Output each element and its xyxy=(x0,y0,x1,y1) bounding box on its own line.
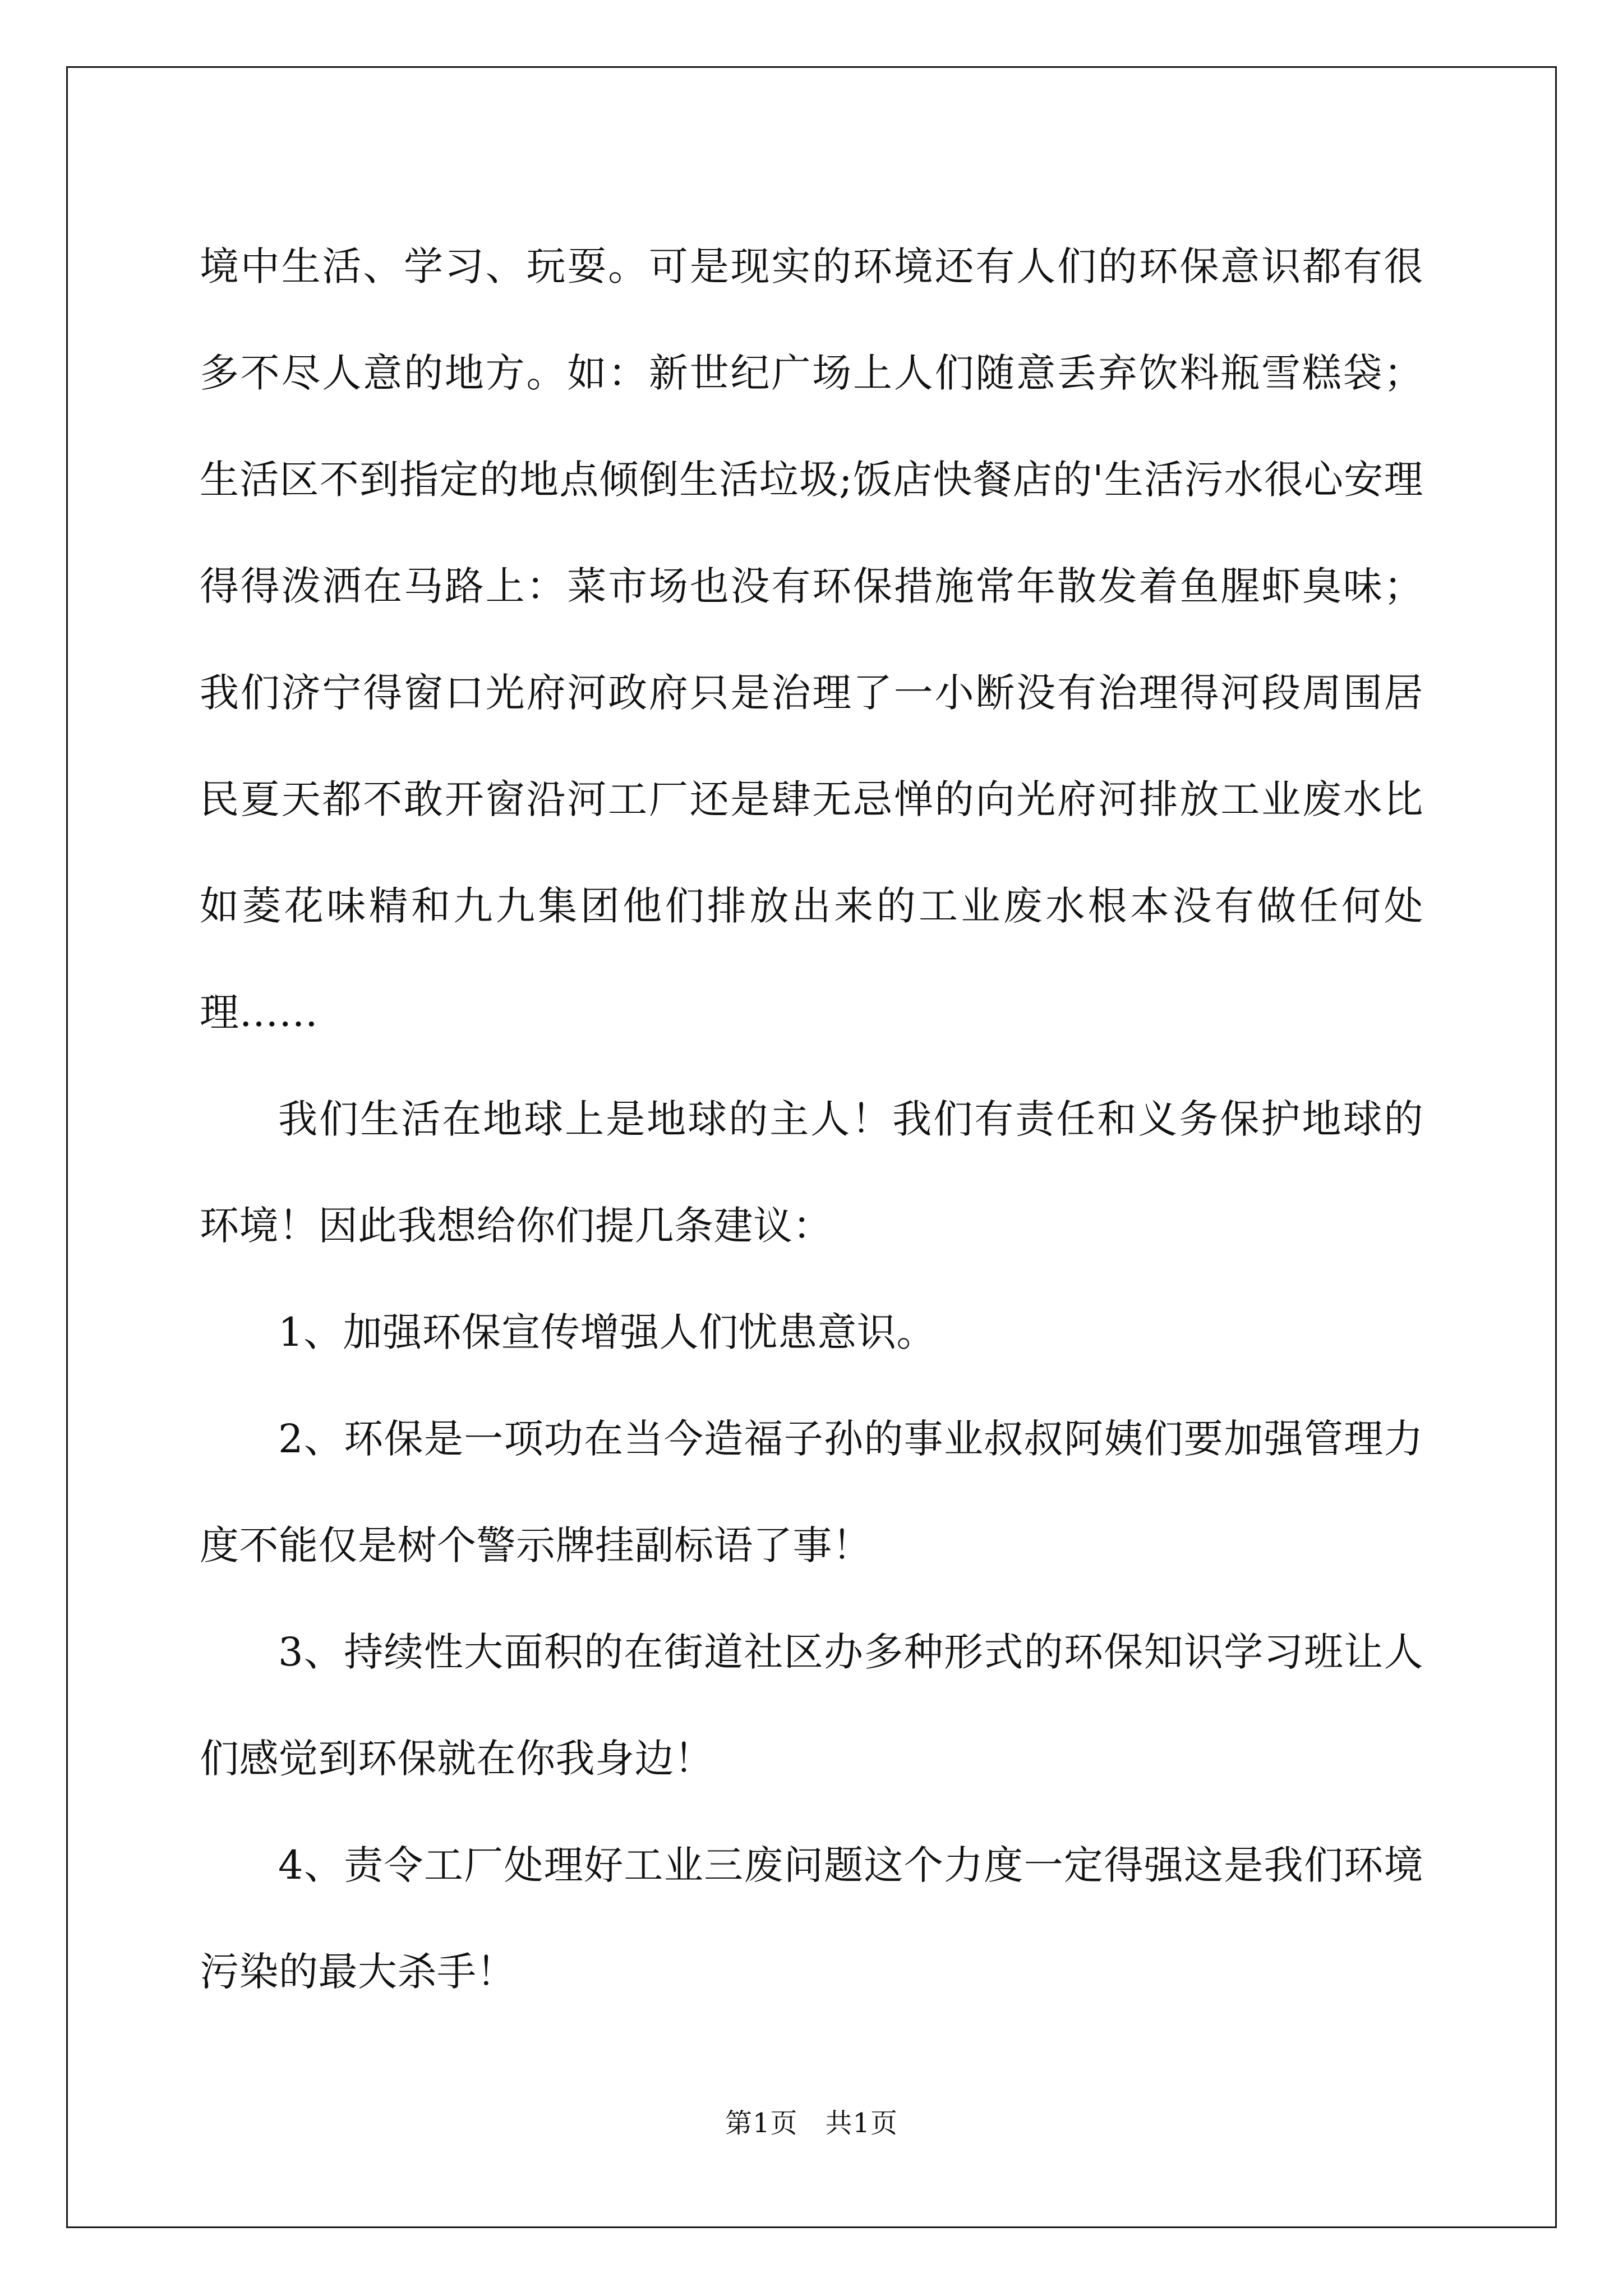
page-number-footer: 第1页 共1页 xyxy=(725,2108,898,2139)
paragraph-4: 2、环保是一项功在当今造福子孙的事业叔叔阿姨们要加强管理力度不能仅是树个警示牌挂副标语了事！ xyxy=(200,1416,1423,1568)
paragraph-2: 我们生活在地球上是地球的主人！我们有责任和义务保护地球的环境！因此我想给你们提几条建议： xyxy=(200,1096,1423,1249)
paragraph-5: 3、持续性大面积的在街道社区办多种形式的环保知识学习班让人们感觉到环保就在你我身边！ xyxy=(200,1629,1423,1782)
paragraph-1: 境中生活、学习、玩耍。可是现实的环境还有人们的环保意识都有很多不尽人意的地方。如：新世纪广场上人们随意丢弃饮料瓶雪糕袋；生活区不到指定的地点倾倒生活垃圾;饭店快餐店的'生活污水很心安理得得泼洒在马路上：菜市场也没有环保措施常年散发着鱼腥虾臭味；我们济宁得窗口光府河政府只是治理了一小断没有治理得河段周围居民夏天都不敢开窗沿河工厂还是肆无忌惮的向光府河排放工业废水比如菱花味精和九九集团他们排放出来的工业废水根本没有做任何处理…… xyxy=(200,243,1423,1036)
paragraph-6: 4、责令工厂处理好工业三废问题这个力度一定得强这是我们环境污染的最大杀手！ xyxy=(200,1842,1423,1995)
document-body xyxy=(200,213,1423,2025)
paragraph-3: 1、加强环保宣传增强人们忧患意识。 xyxy=(278,1309,937,1355)
